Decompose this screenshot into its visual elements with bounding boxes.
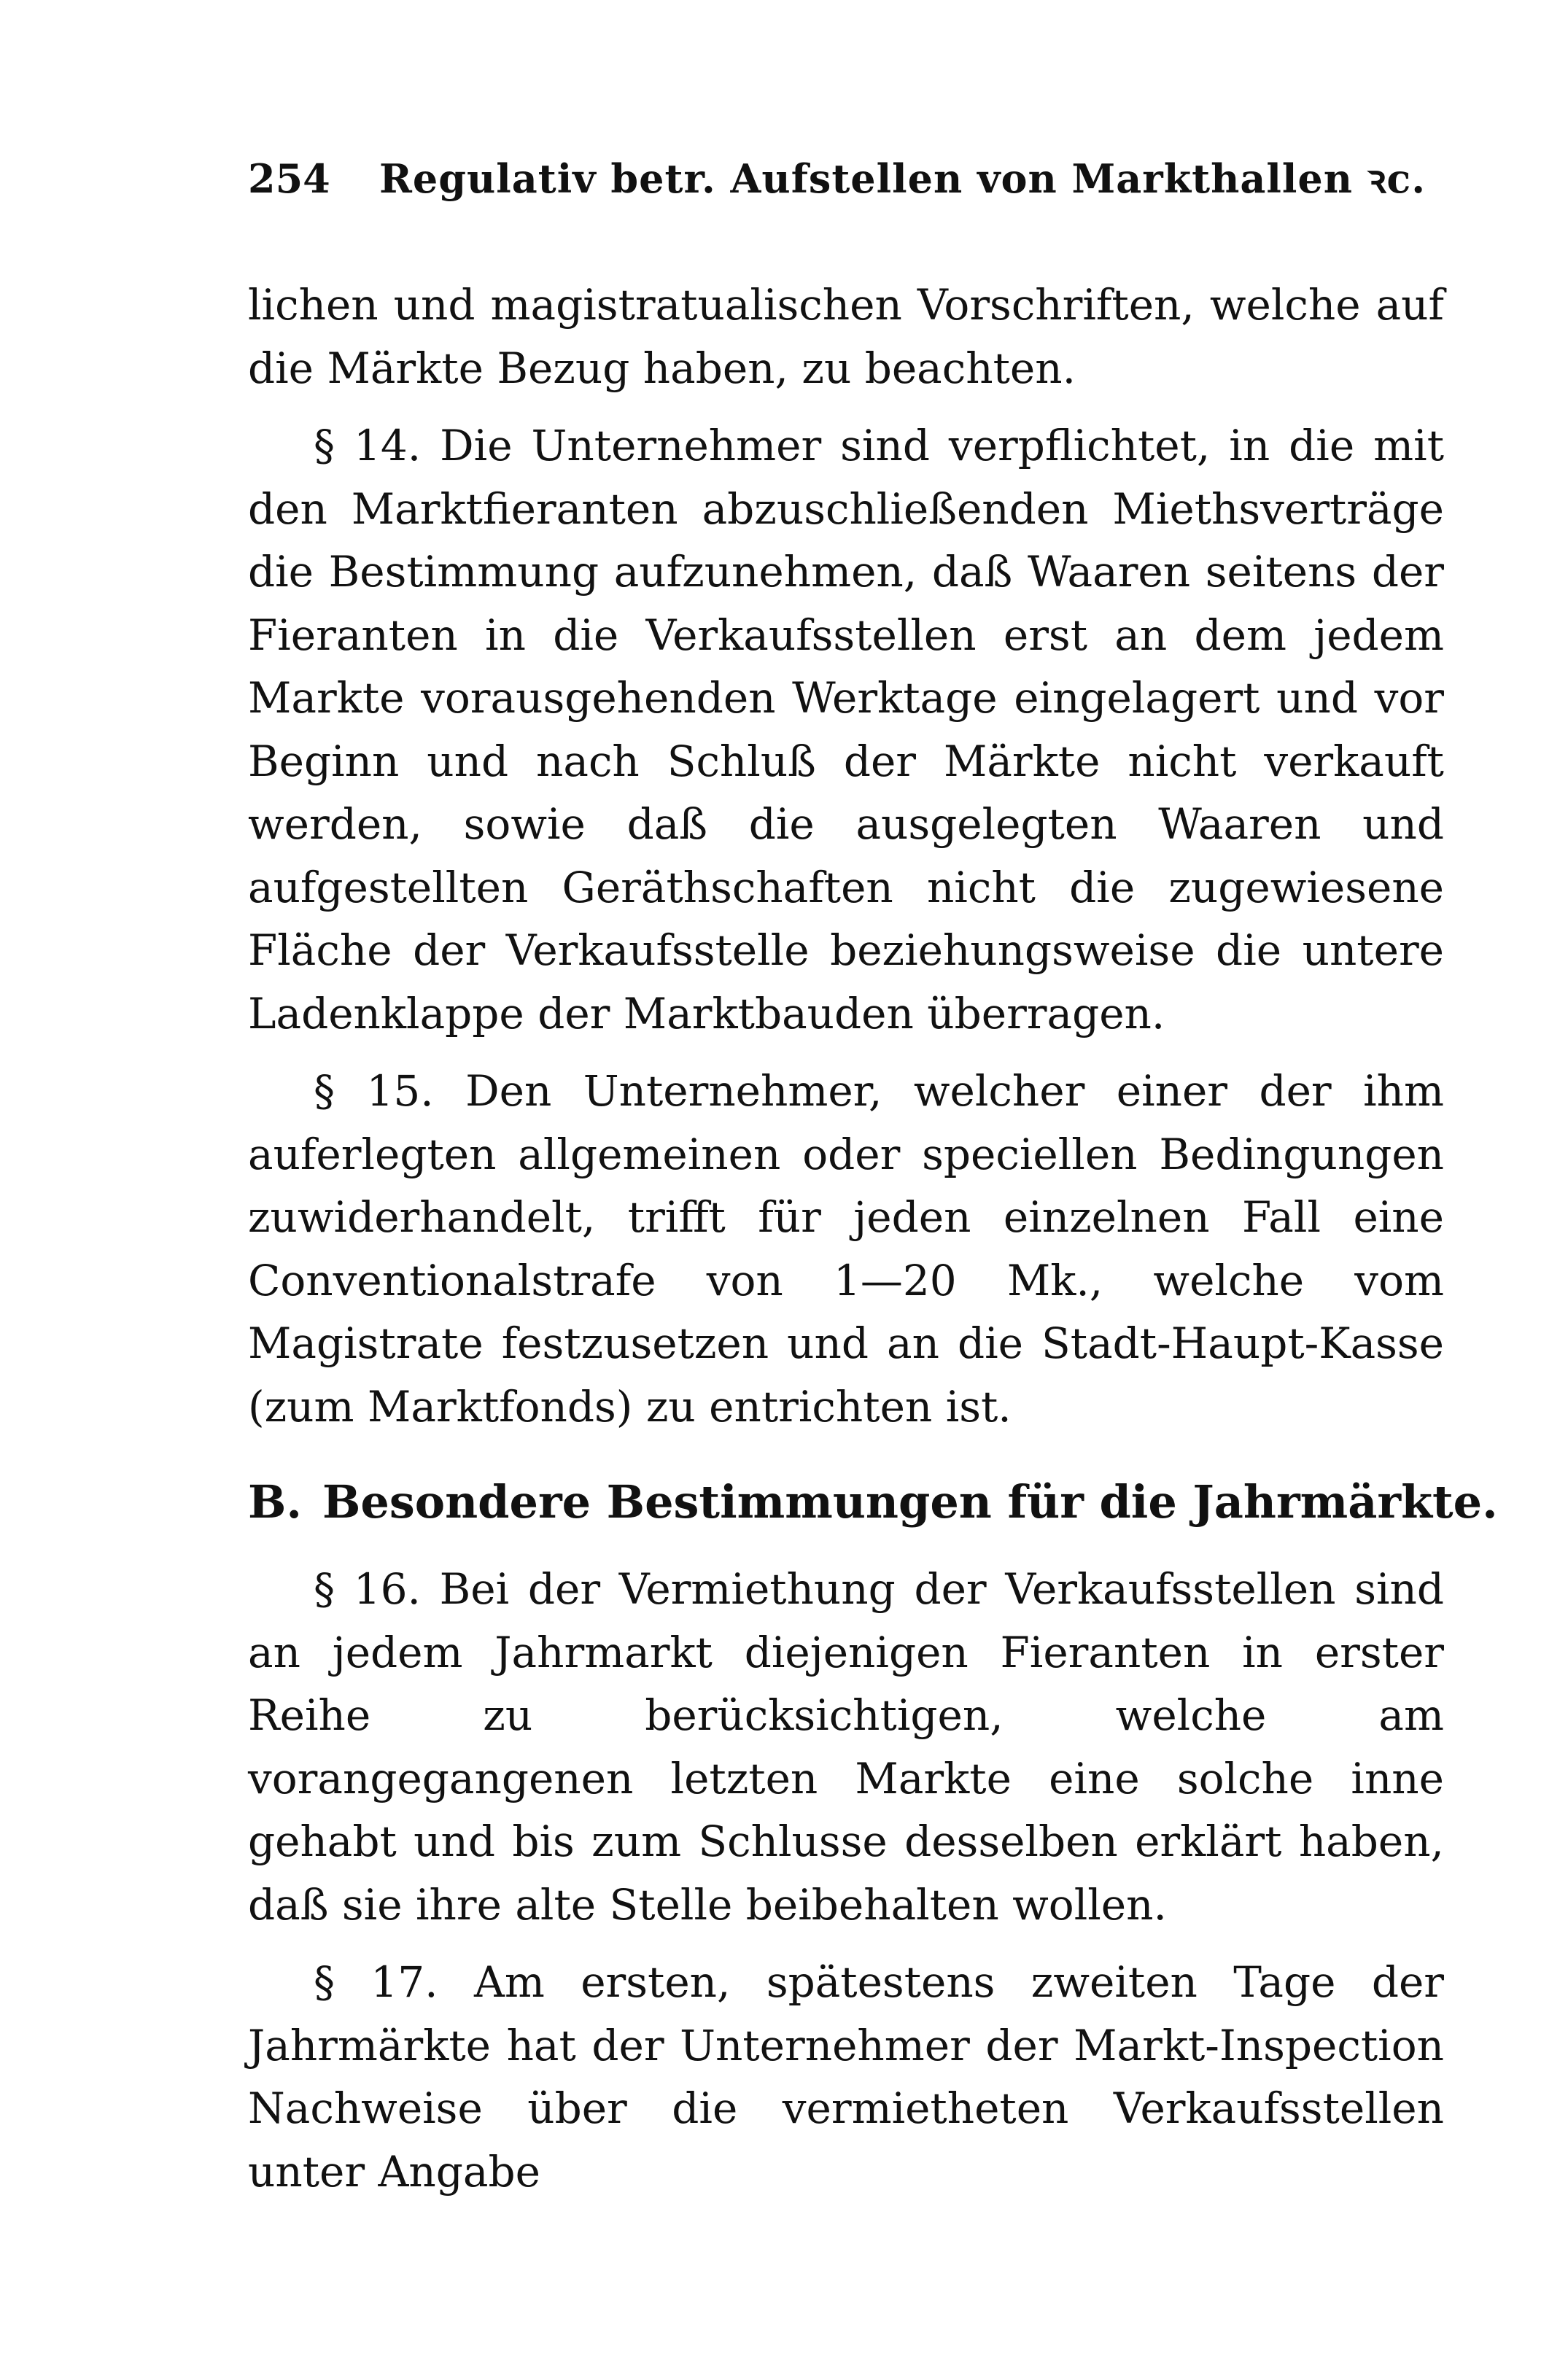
section-title: Besondere Bestimmungen für die Jahrmärkte.: [322, 1475, 1498, 1529]
page-number: 254: [248, 155, 330, 202]
paragraph-continuation: lichen und magistratualischen Vorschriften, welche auf die Märkte Bezug haben, zu beachten.: [248, 280, 1444, 393]
paragraph-15: § 15. Den Unternehmer, welcher einer der ihm auferlegten allgemeinen oder speciellen Bedingungen zuwiderhandelt, trifft für jeden einzelnen Fall eine Conventionalstrafe von 1—20 Mk., welche vom Magistrate festzusetzen und an die Stadt-Haupt-Kasse (zum Marktfonds) zu entrichten ist.: [248, 1066, 1444, 1432]
paragraph-16: § 16. Bei der Vermiethung der Verkaufsstellen sind an jedem Jahrmarkt diejenigen Fieranten in erster Reihe zu berücksichtigen, welche am vorangegangenen letzten Markte eine solche inne gehabt und bis zum Schlusse desselben erklärt haben, daß sie ihre alte Stelle beibehalten wollen.: [248, 1564, 1444, 1930]
running-title: Regulativ betr. Aufstellen von Markthallen ꝛc.: [379, 155, 1427, 202]
body-text: [248, 273, 1498, 2203]
paragraph-17: § 17. Am ersten, spätestens zweiten Tage der Jahrmärkte hat der Unternehmer der Markt-Inspection Nachweise über die vermietheten Verkaufsstellen unter Angabe: [248, 1957, 1444, 2197]
section-letter: B.: [248, 1475, 302, 1529]
paragraph-14: § 14. Die Unternehmer sind verpflichtet, in die mit den Marktfieranten abzuschließenden Miethsverträge die Bestimmung aufzunehmen, daß Waaren seitens der Fieranten in die Verkaufsstellen erst an dem jedem Markte vorausgehenden Werktage eingelagert und vor Beginn und nach Schluß der Märkte nicht verkauft werden, sowie daß die ausgelegten Waaren und aufgestellten Geräthschaften nicht die zugewiesene Fläche der Verkaufsstelle beziehungsweise die untere Ladenklappe der Marktbauden überragen.: [248, 421, 1444, 1038]
page-header: [248, 149, 1427, 208]
section-heading: [248, 1473, 1498, 1531]
